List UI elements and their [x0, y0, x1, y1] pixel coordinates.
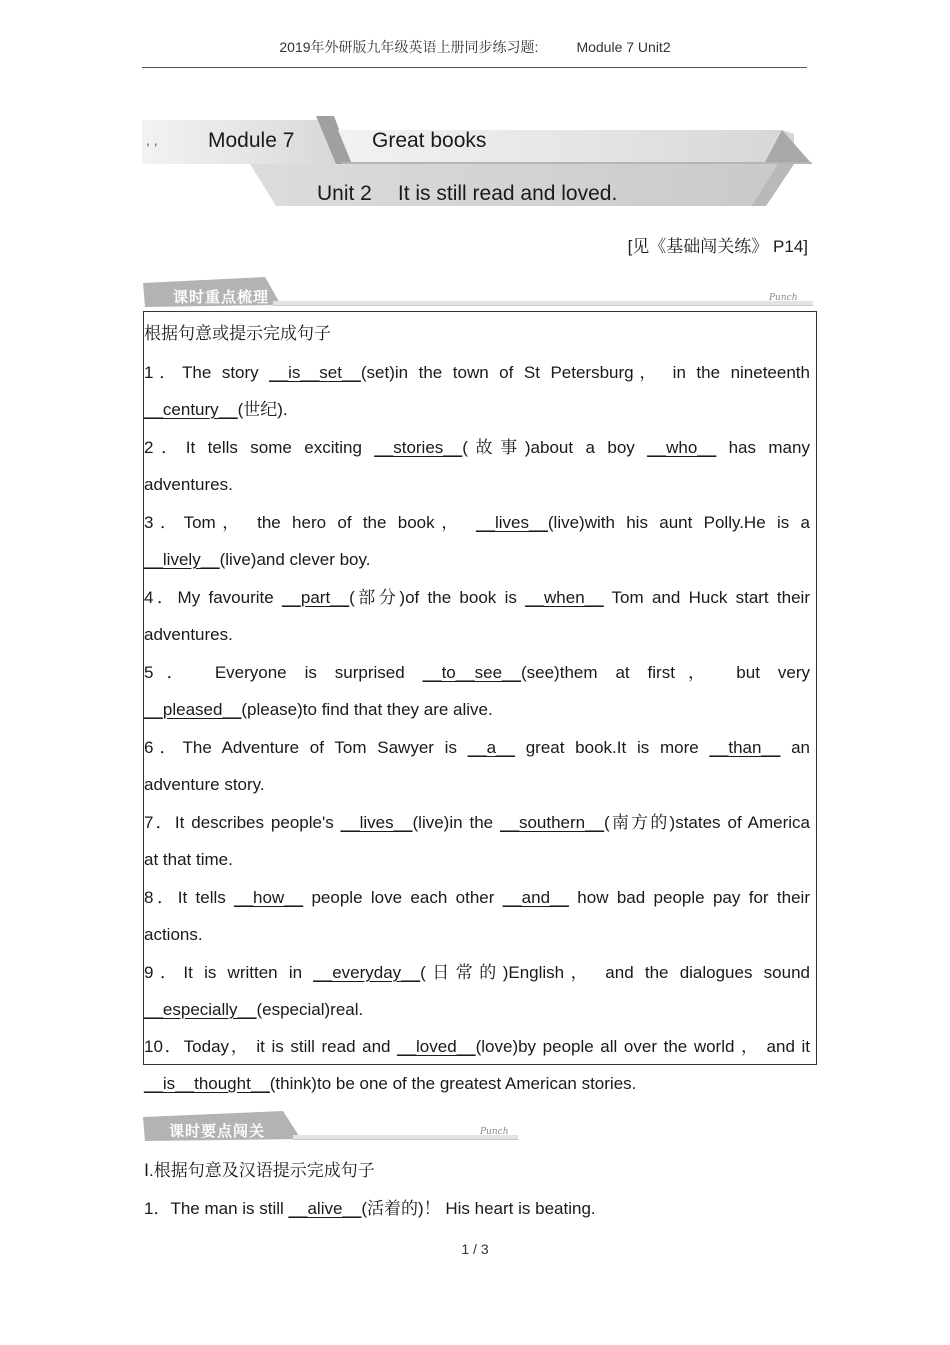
answer-blank: __alive__ — [288, 1199, 362, 1218]
exercise-line: 3．Tom， the hero of the book， __lives__(live)with his aunt Polly.He is a — [144, 513, 810, 532]
answer-blank: __when__ — [525, 588, 604, 607]
answer-blank: __who__ — [647, 438, 717, 457]
unit-heading — [317, 182, 617, 206]
answer-blank: __to__see__ — [422, 663, 521, 682]
exercise-line: __lively__(live)and clever boy. — [144, 550, 371, 569]
answer-blank: __lives__ — [340, 813, 413, 832]
exercise-line: 4．My favourite __part__(部分)of the book is __when__ Tom and Huck start their — [144, 588, 810, 607]
exercise-line: __especially__(especial)real. — [144, 1000, 364, 1019]
answer-blank: __especially__ — [144, 1000, 257, 1019]
exercise-line: 1．The story __is__set__(set)in the town of St Petersburg， in the nineteenth — [144, 363, 810, 382]
answer-blank: __how__ — [234, 888, 304, 907]
exercise-line: __century__(世纪). — [144, 400, 288, 419]
punch-mark: Punch — [769, 293, 798, 303]
exercise-line: adventures. — [144, 475, 233, 494]
answer-blank: __than__ — [709, 738, 781, 757]
answer-blank: __is__thought__ — [144, 1074, 270, 1093]
answer-blank: __lively__ — [144, 550, 220, 569]
punch-mark: Punch — [480, 1127, 509, 1137]
answer-blank: __century__ — [144, 400, 238, 419]
header-rule — [142, 67, 807, 68]
answer-blank: __and__ — [502, 888, 569, 907]
page-number: 1 / 3 — [461, 1241, 489, 1257]
exercise-line: 1．The man is still __alive__(活着的)！ His heart is beating. — [144, 1199, 596, 1218]
module-title: Great books — [372, 129, 487, 152]
banner-commas: , , — [146, 132, 158, 148]
section-bar-practice — [143, 1111, 519, 1145]
answer-blank: __everyday__ — [313, 963, 421, 982]
exercise-line: at that time. — [144, 850, 233, 869]
section-bar-key-points — [143, 277, 815, 311]
exercise-line: 6．The Adventure of Tom Sawyer is __a__ great book.It is more __than__ an — [144, 738, 810, 757]
exercise-line: 9．It is written in __everyday__(日常的)English， and the dialogues sound — [144, 963, 810, 982]
part-heading: Ⅰ.根据句意及汉语提示完成句子 — [144, 1161, 375, 1180]
section-label: 课时要点闯关 — [169, 1123, 266, 1140]
exercise-line: adventures. — [144, 625, 233, 644]
header-title: 2019年外研版九年级英语上册同步练习题: — [279, 39, 539, 55]
answer-blank: __loved__ — [397, 1037, 476, 1056]
exercise-box — [143, 311, 817, 1065]
unit-title: It is still read and loved. — [397, 182, 618, 205]
exercise-line: 8．It tells __how__ people love each other __and__ how bad people pay for their — [144, 888, 810, 907]
exercise-line: 5． Everyone is surprised __to__see__(see)them at first， but very — [144, 663, 810, 682]
header-module: Module 7 Unit2 — [576, 39, 671, 55]
module-label: Module 7 — [208, 129, 295, 152]
workbook-reference: [见《基础闯关练》 P14] — [627, 237, 808, 256]
exercise-line: adventure story. — [144, 775, 265, 794]
section-label: 课时重点梳理 — [173, 289, 270, 306]
answer-blank: __southern__ — [500, 813, 605, 832]
exercise-line: 7．It describes people's __lives__(live)in the __southern__(南方的)states of America — [144, 813, 811, 832]
answer-blank: __a__ — [467, 738, 515, 757]
exercise-line: 2．It tells some exciting __stories__(故事)about a boy __who__ has many — [144, 438, 810, 457]
exercise-instruction: 根据句意或提示完成句子 — [144, 324, 331, 343]
exercise-line: __pleased__(please)to find that they are alive. — [144, 700, 493, 719]
page-header — [0, 37, 950, 57]
answer-blank: __part__ — [281, 588, 350, 607]
answer-blank: __stories__ — [374, 438, 463, 457]
exercise-line: actions. — [144, 925, 203, 944]
answer-blank: __lives__ — [476, 513, 548, 532]
answer-blank: __is__set__ — [269, 363, 361, 382]
exercise-line: __is__thought__(think)to be one of the greatest American stories. — [144, 1074, 637, 1093]
answer-blank: __pleased__ — [144, 700, 242, 719]
exercise-line: 10．Today， it is still read and __loved__(love)by people all over the world ， and it — [144, 1037, 810, 1056]
unit-label: Unit 2 — [317, 182, 372, 205]
